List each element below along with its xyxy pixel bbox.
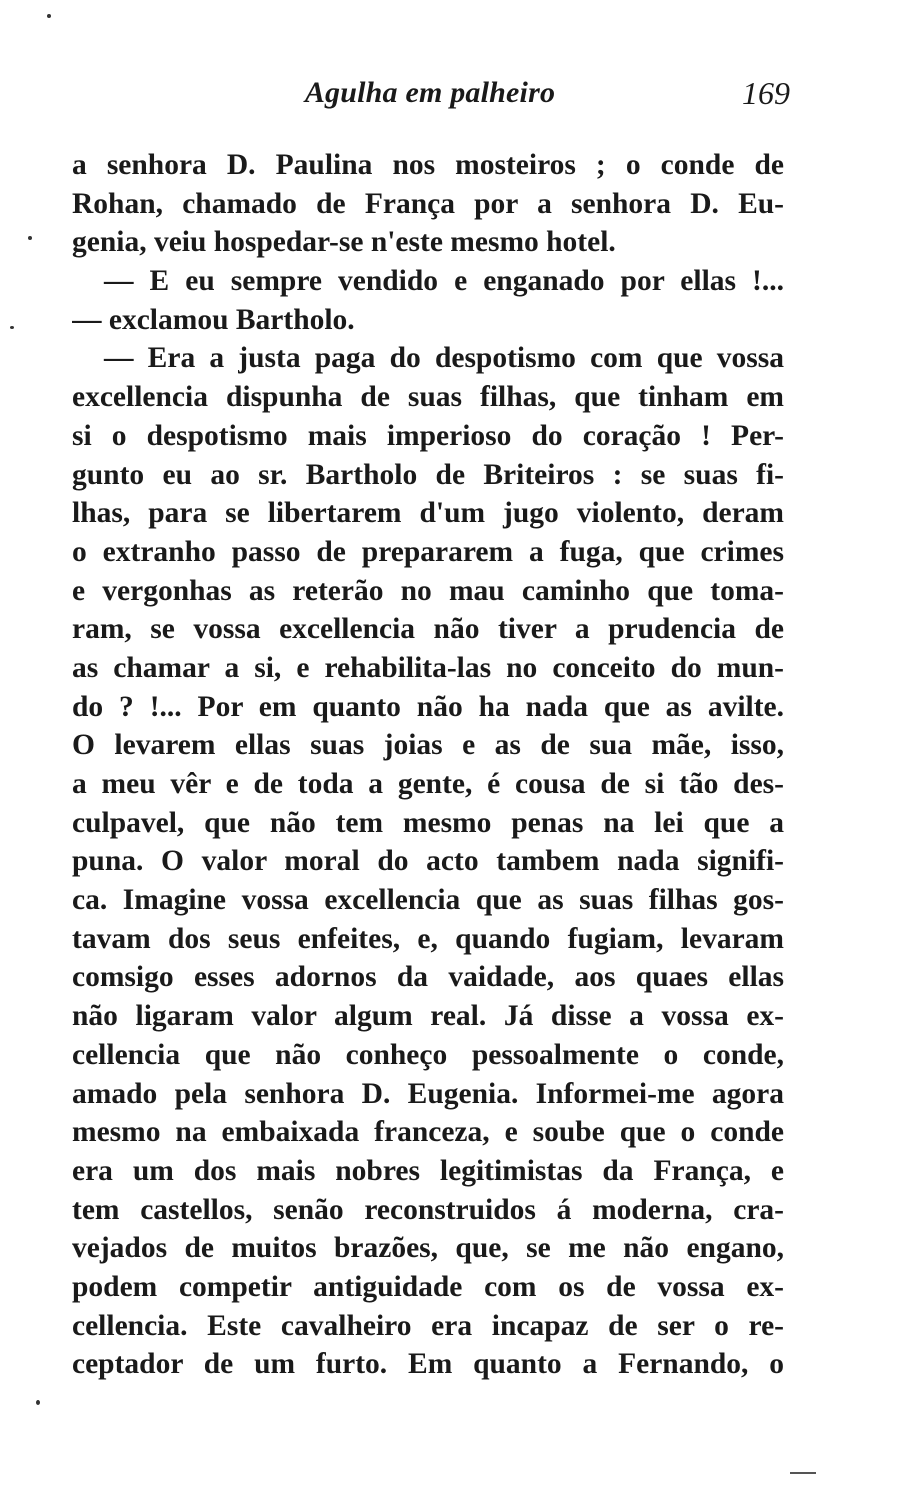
- text-line: não ligaram valor algum real. Já disse a vossa ex-: [72, 1000, 784, 1033]
- text-line: do ? !... Por em quanto não ha nada que as avilte.: [72, 690, 784, 723]
- text-line: a meu vêr e de toda a gente, é cousa de si tão des-: [72, 768, 784, 800]
- text-line: ca. Imagine vossa excellencia que as suas filhas gos-: [72, 884, 784, 917]
- text-line: puna. O valor moral do acto tambem nada signifi-: [72, 845, 784, 878]
- text-line: genia, veiu hospedar-se n'este mesmo hotel.: [72, 226, 616, 259]
- text-line: e vergonhas as reterão no mau caminho que toma-: [72, 574, 784, 607]
- scan-speck: [36, 1400, 40, 1405]
- text-line: excellencia dispunha de suas filhas, que tinham em: [72, 381, 784, 414]
- scan-mark: [790, 1472, 816, 1474]
- text-line: tavam dos seus enfeites, e, quando fugiam, levaram: [72, 922, 784, 955]
- text-line: O levarem ellas suas joias e as de sua mãe, isso,: [72, 729, 784, 762]
- text-line: ram, se vossa excellencia não tiver a prudencia de: [72, 613, 784, 646]
- text-line: as chamar a si, e rehabilita-las no conceito do mun-: [72, 651, 784, 684]
- text-line: amado pela senhora D. Eugenia. Informei-me agora: [72, 1077, 784, 1110]
- running-header: [70, 68, 790, 118]
- text-line: era um dos mais nobres legitimistas da França, e: [72, 1154, 784, 1187]
- text-line: gunto eu ao sr. Bartholo de Briteiros : se suas fi-: [72, 458, 784, 491]
- running-title: Agulha em palheiro: [304, 76, 556, 109]
- text-line: a senhora D. Paulina nos mosteiros ; o conde de: [72, 149, 784, 181]
- text-line: culpavel, que não tem mesmo penas na lei que a: [72, 806, 784, 839]
- text-line: cellencia. Este cavalheiro era incapaz de ser o re-: [72, 1309, 784, 1342]
- text-line: — Era a justa paga do despotismo com que vossa: [104, 342, 784, 375]
- body-text: [72, 146, 784, 1384]
- text-line: tem castellos, senão reconstruidos á moderna, cra-: [72, 1193, 784, 1226]
- scan-speck: [28, 236, 32, 240]
- text-line: lhas, para se libertarem d'um jugo violento, deram: [72, 497, 784, 530]
- scan-speck: [47, 14, 51, 18]
- text-line: mesmo na embaixada franceza, e soube que o conde: [72, 1116, 784, 1149]
- text-line: comsigo esses adornos da vaidade, aos quaes ellas: [72, 961, 784, 994]
- text-line: — E eu sempre vendido e enganado por ellas !...: [104, 265, 784, 298]
- text-line: o extranho passo de prepararem a fuga, que crimes: [72, 535, 784, 568]
- text-line: ceptador de um furto. Em quanto a Fernando, o: [72, 1348, 784, 1381]
- text-line: — exclamou Bartholo.: [72, 303, 355, 336]
- text-line: cellencia que não conheço pessoalmente o conde,: [72, 1038, 784, 1071]
- page-number: 169: [742, 75, 790, 111]
- scan-speck: [10, 326, 14, 329]
- text-line: podem competir antiguidade com os de vossa ex-: [72, 1270, 784, 1303]
- text-line: vejados de muitos brazões, que, se me não engano,: [72, 1232, 784, 1265]
- text-line: Rohan, chamado de França por a senhora D. Eu-: [72, 187, 784, 220]
- text-line: si o despotismo mais imperioso do coração ! Per-: [72, 419, 784, 452]
